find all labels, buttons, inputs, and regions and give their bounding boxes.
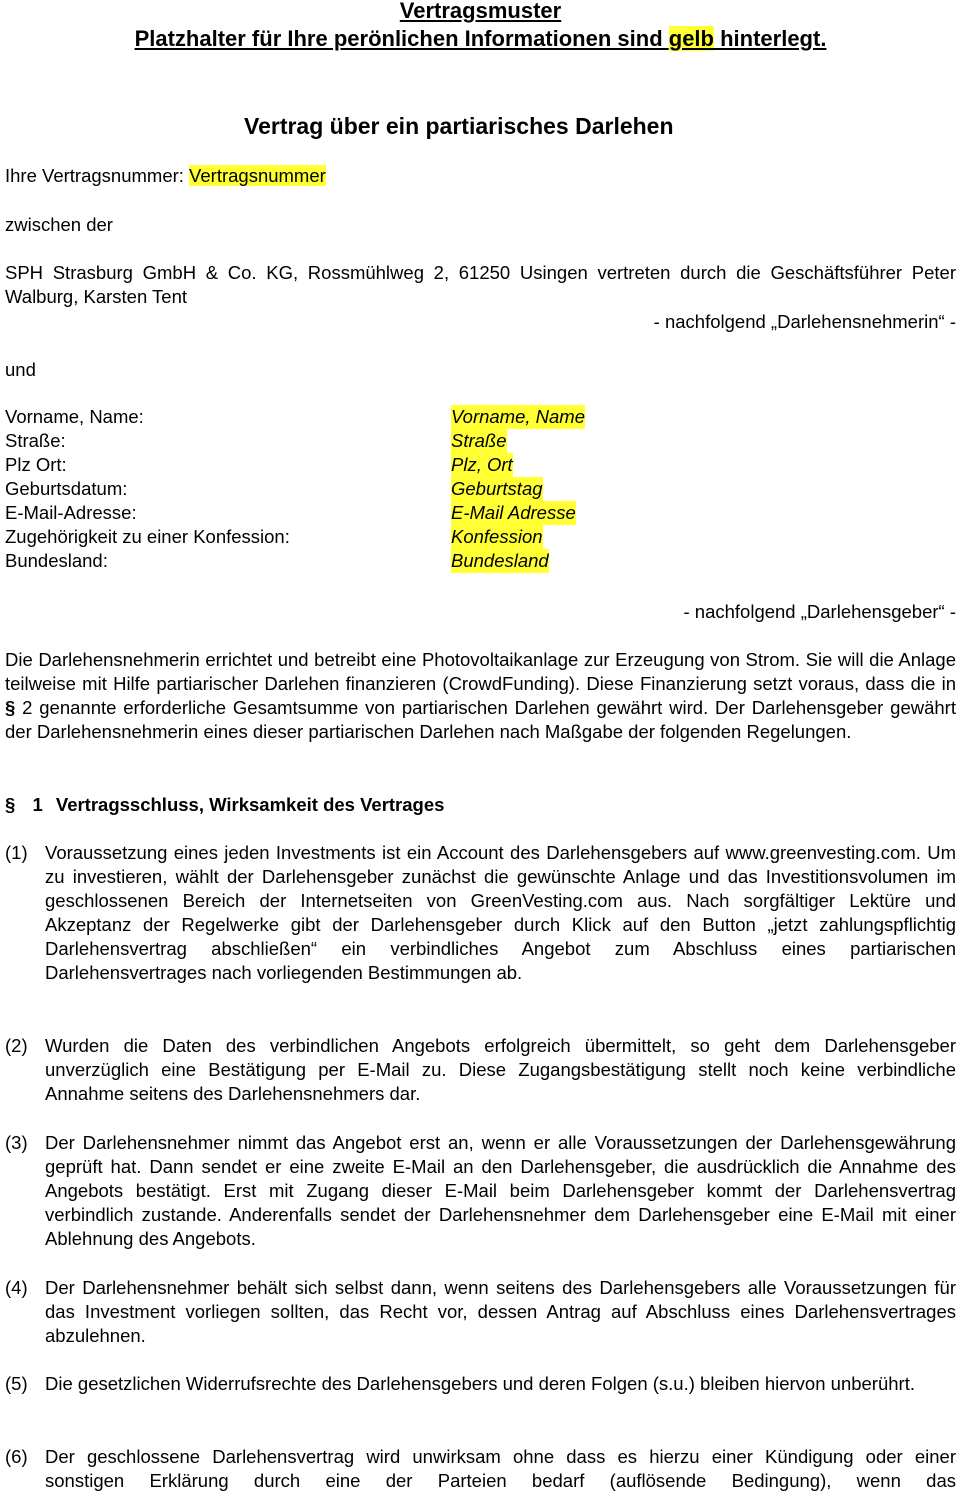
field-row	[5, 453, 956, 477]
placeholder-note-highlight: gelb	[668, 26, 714, 51]
field-row	[5, 405, 956, 429]
clause-item	[5, 1131, 956, 1251]
field-placeholder: Vorname, Name	[451, 406, 586, 427]
section-symbol: §	[5, 794, 16, 815]
field-row	[5, 477, 956, 501]
and-text: und	[5, 359, 36, 380]
field-placeholder: Plz, Ort	[451, 454, 513, 475]
field-row	[5, 429, 956, 453]
clause-item	[5, 841, 956, 985]
between-text: zwischen der	[5, 214, 113, 235]
intro-text-b: 2 genannte erforderliche Gesamtsumme von partiarischen Darlehen gewährt wird. Der Darlehensgeber gewährt der Darlehensnehmerin eines dieser partiarischen Darlehen nach Maßgabe der folgenden Regelungen.	[5, 697, 956, 742]
field-label: Bundesland:	[5, 550, 108, 571]
field-label: E-Mail-Adresse:	[5, 502, 137, 523]
contract-number-value: Vertragsnummer	[189, 165, 326, 186]
contract-title: Vertrag über ein partiarisches Darlehen	[244, 113, 674, 139]
clause-item	[5, 1445, 956, 1493]
placeholder-note-suffix: hinterlegt.	[713, 26, 827, 51]
field-placeholder: Konfession	[451, 526, 543, 547]
lender-company: SPH Strasburg GmbH & Co. KG, Rossmühlweg 2, 61250 Usingen vertreten durch die Geschäftsführer Peter Walburg, Karsten Tent	[5, 262, 956, 307]
field-label: Straße:	[5, 430, 66, 451]
field-row	[5, 549, 956, 573]
section-number: 1	[32, 794, 43, 815]
clause-text: Der Darlehensnehmer nimmt das Angebot erst an, wenn er alle Voraussetzungen der Darlehensgewährung geprüft hat. Dann sendet er eine zweite E-Mail an den Darlehensgeber, die ausdrücklich die Annahme des Angebots bestätigt. Erst mit Zugang dieser E-Mail beim Darlehensgeber kommt der Darlehensvertrag verbindlich zustande. Anderenfalls sendet der Darlehensnehmer dem Darlehensgeber eine E-Mail mit einer Ablehnung des Angebots.	[45, 1132, 956, 1249]
intro-section-symbol: §	[5, 697, 16, 718]
section-1-heading	[5, 793, 956, 817]
placeholder-note	[5, 25, 956, 53]
clause-text: Wurden die Daten des verbindlichen Angebots erfolgreich übermittelt, so geht dem Darlehensgeber unverzüglich eine Bestätigung per E-Mail zu. Diese Zugangsbestätigung stellt noch keine verbindliche Annahme seitens des Darlehensnehmers dar.	[45, 1035, 956, 1104]
personal-fields	[5, 405, 956, 573]
clause-number: (2)	[5, 1035, 28, 1056]
clause-number: (4)	[5, 1277, 28, 1298]
field-label: Zugehörigkeit zu einer Konfession:	[5, 526, 290, 547]
clause-text: Der Darlehensnehmer behält sich selbst dann, wenn seitens des Darlehensgebers alle Voraussetzungen für das Investment vorliegen sollten, das Recht vor, dessen Antrag auf Abschluss eines Darlehensvertrages abzulehnen.	[45, 1277, 956, 1346]
clause-text: Der geschlossene Darlehensvertrag wird unwirksam ohne dass es hierzu einer Kündigung oder einer sonstigen Erklärung durch eine der Parteien bedarf (auflösende Bedingung), wenn das	[45, 1446, 956, 1491]
contract-number-label: Ihre Vertragsnummer:	[5, 165, 190, 186]
section-title: Vertragsschluss, Wirksamkeit des Vertrages	[55, 794, 445, 815]
field-placeholder: Geburtstag	[451, 478, 543, 499]
clause-item	[5, 1034, 956, 1106]
clause-text: Die gesetzlichen Widerrufsrechte des Darlehensgebers und deren Folgen (s.u.) bleiben hiervon unberührt.	[45, 1373, 915, 1394]
clause-item	[5, 1372, 956, 1396]
field-row	[5, 525, 956, 549]
placeholder-note-prefix: Platzhalter für Ihre perönlichen Informationen sind	[134, 26, 669, 51]
field-label: Vorname, Name:	[5, 406, 144, 427]
field-label: Plz Ort:	[5, 454, 67, 475]
clause-number: (3)	[5, 1132, 28, 1153]
field-placeholder: Bundesland	[451, 550, 549, 571]
contract-number-line	[5, 164, 956, 188]
borrower-role: - nachfolgend „Darlehensnehmerin“ -	[653, 311, 956, 332]
clause-number: (5)	[5, 1373, 28, 1394]
intro-paragraph	[5, 648, 956, 744]
document-header-title: Vertragsmuster	[399, 0, 562, 23]
clause-number: (6)	[5, 1446, 28, 1467]
intro-text-a: Die Darlehensnehmerin errichtet und betreibt eine Photovoltaikanlage zur Erzeugung von Strom. Sie will die Anlage teilweise mit Hilfe partiarischer Darlehen finanzieren (CrowdFunding). Diese Finanzierung setzt voraus, dass die in	[5, 649, 956, 694]
clause-item	[5, 1276, 956, 1348]
clause-number: (1)	[5, 842, 28, 863]
field-row	[5, 501, 956, 525]
field-label: Geburtsdatum:	[5, 478, 128, 499]
clause-text: Voraussetzung eines jeden Investments ist ein Account des Darlehensgebers auf www.greenvesting.com. Um zu investieren, wählt der Darlehensgeber zunächst die gewünschte Anlage und das Investitionsvolumen im geschlossenen Bereich der Internetseiten von GreenVesting.com aus. Nach sorgfältiger Lektüre und Akzeptanz der Regelwerke gibt der Darlehensgeber durch Klick auf den Button „jetzt zahlungspflichtig Darlehensvertrag abschließen“ ein verbindliches Angebot zum Abschluss eines partiarischen Darlehensvertrages nach vorliegenden Bestimmungen ab.	[45, 842, 956, 983]
field-placeholder: E-Mail Adresse	[451, 502, 576, 523]
giver-role: - nachfolgend „Darlehensgeber“ -	[683, 601, 956, 622]
field-placeholder: Straße	[451, 430, 507, 451]
